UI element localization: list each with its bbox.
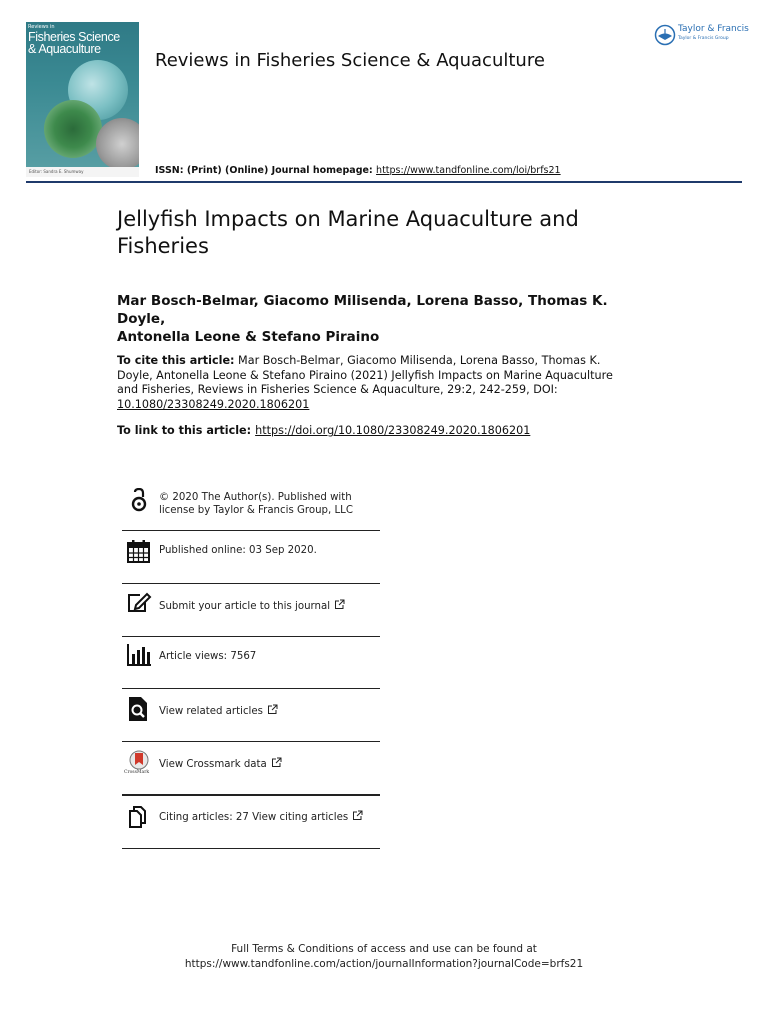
article-views: Article views: 7567 [159, 651, 257, 662]
citation-block [117, 354, 637, 412]
issn-label: ISSN: (Print) (Online) Journal homepage: [155, 165, 377, 176]
license-item [122, 478, 380, 531]
link-label: To link to this article: [117, 424, 252, 437]
view-crossmark-link[interactable]: View Crossmark data [159, 759, 267, 770]
submit-item[interactable] [122, 584, 380, 637]
article-doi-link[interactable]: https://doi.org/10.1080/23308249.2020.1806201 [255, 424, 531, 437]
open-access-icon [126, 488, 152, 514]
related-item[interactable] [122, 689, 380, 742]
published-date: Published online: 03 Sep 2020. [159, 545, 317, 556]
publisher-group: Taylor & Francis Group [678, 36, 729, 41]
footer-line-1: Full Terms & Conditions of access and use can be found at [231, 943, 537, 955]
license-line-2: license by Taylor & Francis Group, LLC [159, 505, 353, 516]
taylor-francis-icon [654, 24, 676, 46]
article-title: Jellyfish Impacts on Marine Aquaculture and Fisheries [117, 207, 579, 258]
published-item [122, 531, 380, 584]
external-link-icon [352, 810, 363, 821]
cover-small-text: Reviews in [28, 24, 55, 30]
submit-article-link[interactable]: Submit your article to this journal [159, 601, 331, 612]
views-item [122, 636, 380, 689]
journal-homepage-link[interactable]: https://www.tandfonline.com/loi/brfs21 [376, 165, 561, 176]
cite-label: To cite this article: [117, 354, 235, 367]
footer-terms-link[interactable]: https://www.tandfonline.com/action/journalInformation?journalCode=brfs21 [184, 958, 584, 970]
cite-doi-link[interactable]: 10.1080/23308249.2020.1806201 [117, 397, 310, 411]
edit-icon [126, 590, 152, 616]
calendar-icon [126, 539, 152, 565]
view-related-link[interactable]: View related articles [159, 706, 263, 717]
cover-footer: Editor: Sandra E. Shumway [26, 167, 139, 177]
external-link-icon [267, 704, 278, 715]
crossmark-icon-label: CrossMark [124, 770, 150, 775]
article-authors: Mar Bosch-Belmar, Giacomo Milisenda, Lorena Basso, Thomas K. Doyle, Antonella Leone & Stefano Piraino [117, 293, 608, 345]
citing-articles-link[interactable]: Citing articles: 27 View citing articles [159, 812, 349, 823]
crossmark-item[interactable] [122, 742, 380, 795]
publisher-name: Taylor & Francis [678, 24, 749, 34]
publisher-logo[interactable] [654, 22, 749, 48]
journal-title: Reviews in Fisheries Science & Aquaculture [155, 50, 545, 71]
cover-seaweed-image [44, 100, 102, 158]
cite-text: Mar Bosch-Belmar, Giacomo Milisenda, Lorena Basso, Thomas K. Doyle, Antonella Leone & Stefano Piraino (2021) Jellyfish Impacts on Marine Aquaculture and Fisheries, Reviews in Fisheries Science & Aquaculture, 29:2, 242-259, DOI: [117, 354, 613, 396]
cover-rock-image [96, 118, 139, 170]
citing-articles-icon [126, 803, 152, 829]
terms-footer [0, 942, 768, 972]
cover-title: Fisheries Science & Aquaculture [28, 30, 120, 56]
related-search-icon [126, 696, 152, 722]
article-link-line [117, 424, 677, 437]
issn-line [155, 165, 561, 176]
citing-item[interactable] [122, 795, 380, 849]
external-link-icon [334, 599, 345, 610]
header-divider [26, 181, 742, 183]
journal-cover-image [26, 22, 139, 177]
external-link-icon [271, 757, 282, 768]
bar-chart-icon [126, 642, 152, 668]
license-line-1: © 2020 The Author(s). Published with [159, 492, 352, 503]
crossmark-icon [126, 750, 152, 776]
